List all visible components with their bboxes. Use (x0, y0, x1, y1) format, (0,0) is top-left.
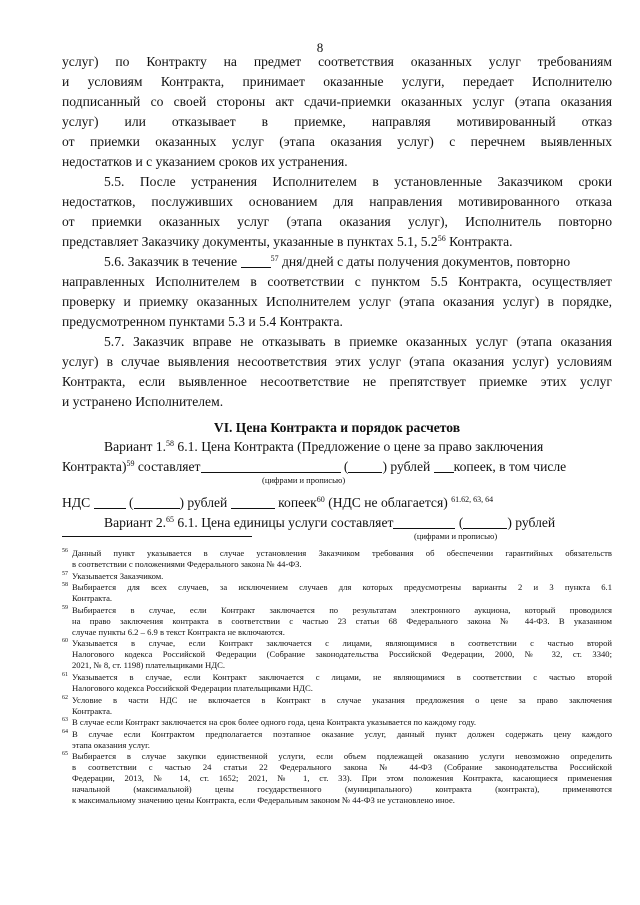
body-line: направленных Исполнителем в соответствии с пунктом 5.5 Контракта, осуществляет (62, 274, 612, 289)
footnote-text: Федерации, 2013, № 14, ст. 1652; 2021, № 1, ст. 33). При этом положения Контракта, касающиеся применения (72, 773, 612, 784)
blank-field (348, 460, 382, 473)
body-line: услуг) по Контракту на предмет соответствия оказанных услуг требованиям (62, 54, 612, 69)
body-line: представляет Заказчику документы, указанные в пунктах 5.1, $5.2^{56}$ Контракта. (62, 234, 513, 249)
footnote-number: 63 (62, 717, 68, 724)
body-line: от приемки оказанных услуг (этапа оказания услуг), Исполнитель повторно (62, 214, 612, 229)
clause-5-5: 5.5. После устранения Исполнителем в установленные Заказчиком сроки (104, 174, 612, 189)
footnote-ref: 56 (437, 234, 446, 243)
clause-5-7: 5.7. Заказчик вправе не отказывать в приемке оказанных услуг (этапа оказания (104, 334, 612, 349)
body-line: Контракта, если выявленное несоответствие не препятствует приемке этих услуг (62, 374, 612, 389)
footnote-number: 59 (62, 604, 68, 611)
footnote-text: Указывается Заказчиком. (72, 570, 164, 581)
vat-line: НДС ( ) рублей копеек$^{60}$ (НДС не облагается) $^{61.62, 63, 64}$ (62, 495, 494, 510)
footnote-text: в соответствии с частью 24 статьи 22 Федерального закона № 44-ФЗ (Собрание законодательства Российской (72, 762, 612, 773)
footnote-text: 2021, № 8, ст. 1198) плательщиками НДС. (72, 660, 225, 671)
footnote-number: 60 (62, 638, 68, 645)
section-heading: VI. Цена Контракта и порядок расчетов (213, 420, 461, 435)
clause-5-6: 5.6. Заказчик в течение $^{57}$ дня/дней с даты получения документов, повторно (104, 254, 571, 269)
body-line: проверку и приемку оказанных Исполнителем услуг (этапа оказания услуг) в порядке, (62, 294, 612, 309)
footnote-number: 58 (62, 582, 68, 589)
variant-1-price-line: Контракта)$^{59}$ составляет ( ) рублей копеек, в том числе (62, 459, 567, 474)
body-line: услуг) в случае выявления несоответствия этих услуг (этапа оказания услуг) условиям (62, 354, 612, 369)
body-line: недостатков, послуживших основанием для направления мотивированного отказа (62, 194, 612, 209)
footnote-text: Условие в части НДС не включается в Контракт в случае указания предложения о цене за право заключения (72, 694, 612, 705)
footnote-text: Налогового кодекса Российской Федерации (Собрание законодательства Российской Федерации, 2000, № 32, ст. 3340; (72, 649, 612, 660)
blank-field (463, 516, 507, 529)
footnote-ref: 61 (451, 495, 460, 504)
variant-1-line: Вариант 1.58 6.1. Цена Контракта (Предложение о цене за право заключения (104, 439, 544, 454)
page-number: 8 (316, 40, 324, 55)
blank-field (134, 496, 180, 509)
footnote-text: в соответствии с положениями Федерального закона № 44-ФЗ. (72, 559, 302, 569)
body-line: предусмотренном пунктами 5.3 и 5.4 Контракта. (62, 314, 343, 329)
footnote-ref: 58 (166, 439, 175, 448)
footnote-text: Выбирается для всех случаев, за исключением случаев для которых предусмотрены варианты 2 и 3 пункта 6.1 (72, 582, 612, 593)
footnote-number: 57 (62, 570, 68, 577)
blank-field (94, 496, 126, 509)
footnote-ref: 65 (166, 515, 175, 524)
footnote-text: Указывается в случае, если Контракт заключается с лицами, не являющимися в соответствии с частью второй (72, 672, 612, 682)
footnote-separator (62, 536, 252, 537)
footnote-ref: 57 (270, 254, 279, 263)
caption-digits-words: (цифрами и прописью) (262, 475, 346, 485)
body-line: и устранено Исполнителем. (62, 394, 224, 409)
footnote-text: В случае если Контракт заключается на срок более одного года, цена Контракта указывается по каждому году. (72, 717, 476, 728)
body-line: от приемки оказанных услуг (этапа оказания услуг) с перечнем выявленных (62, 134, 612, 149)
blank-field (241, 255, 271, 268)
footnote-text: Контракта. (72, 593, 113, 604)
footnote-number: 65 (62, 751, 68, 758)
blank-field (434, 460, 454, 473)
footnote-ref: .62, 63, 64 (459, 495, 494, 504)
footnote-text: Указывается в случае, если Контракт заключается с лицами, являющимися в соответствии с частью второй (72, 638, 612, 649)
footnote-text: Выбирается в случае, если Контракт заключается по результатам электронного аукциона, который проводился (72, 604, 612, 615)
footnote-text: Данный пункт указывается в случае установления Заказчиком требования об обеспечении гарантийных обязательств (72, 548, 612, 558)
body-line: и условиям Контракта, принимает оказанные услуги, передает Исполнителю (62, 74, 612, 89)
footnote-text: к максимальному значению цены Контракта, если Федеральным законом № 44-ФЗ не установлено иное. (72, 795, 455, 806)
footnote-text: на право заключения контракта в соответствии с частью 23 статьи 68 Федерального закона № 44-ФЗ. В указанном (72, 615, 612, 626)
footnote-number: 62 (62, 694, 68, 701)
footnote-text: Налогового кодекса Российской Федерации плательщиками НДС. (72, 683, 313, 693)
footnote-text: случае пункты 6.2 – 6.9 в текст Контракта не включаются. (72, 626, 285, 637)
footnote-text: Контракта. (72, 705, 113, 716)
footnote-text: этапа оказания услуг. (72, 739, 150, 750)
footnote-number: 64 (62, 728, 68, 735)
footnote-ref: 59 (126, 459, 135, 468)
footnote-text: Выбирается в случае закупки единственной услуги, если объем подлежащей оказанию услуги невозможно определить (72, 751, 612, 762)
blank-field (201, 460, 341, 473)
body-line: подписанный со своей стороны акт сдачи-приемки оказанных услуг (этапа оказания (62, 94, 612, 109)
blank-field (231, 496, 275, 509)
body-line: недостатков и с указанием сроков их устранения. (62, 154, 348, 169)
footnote-text: начальной (максимальной) цены государственного (муниципального) контракта (контракта), применяются (72, 784, 612, 795)
blank-field (393, 516, 455, 529)
footnote-number: 61 (62, 672, 68, 678)
footnote-ref: 60 (316, 495, 325, 504)
variant-2-line: Вариант 2.65 6.1. Цена единицы услуги составляет ( ) рублей (104, 515, 556, 530)
caption-digits-words: (цифрами и прописью) (414, 531, 498, 541)
footnote-number: 56 (62, 548, 68, 554)
footnote-text: В случае если Контрактом предполагается поэтапное оказание услуг, данный пункт должен содержать цену каждого (72, 728, 612, 739)
body-line: услуг) или отказывает в приемке, направляя мотивированный отказ (62, 114, 612, 129)
